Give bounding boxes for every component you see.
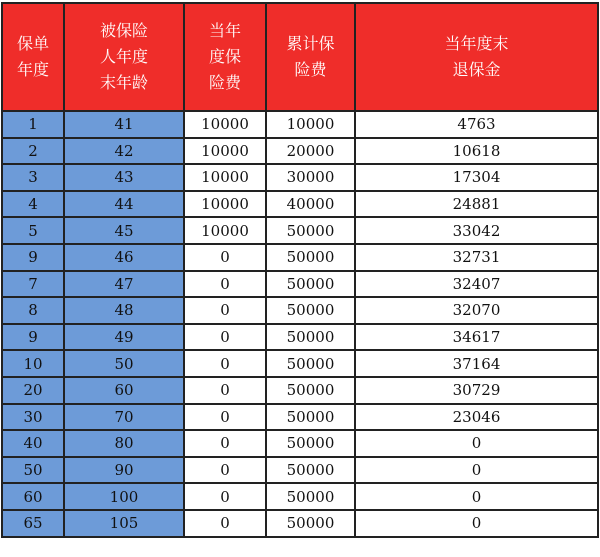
insured-age-cell: 47 <box>64 271 184 298</box>
table-row <box>2 164 598 191</box>
policy-year-cell: 50 <box>2 457 64 484</box>
insured-age-cell: 60 <box>64 377 184 404</box>
table-body <box>2 111 598 537</box>
surrender-value-cell: 37164 <box>355 350 598 377</box>
header-cumulative-premium-label: 累计保 险费 <box>286 34 335 79</box>
annual-premium-cell: 10000 <box>184 217 266 244</box>
surrender-value-cell: 32070 <box>355 297 598 324</box>
policy-year-cell: 65 <box>2 510 64 537</box>
cumulative-premium-cell: 50000 <box>266 297 355 324</box>
annual-premium-cell: 0 <box>184 350 266 377</box>
table-header <box>2 3 598 111</box>
policy-year-cell: 60 <box>2 483 64 510</box>
surrender-value-cell: 32731 <box>355 244 598 271</box>
surrender-value-table-container <box>1 2 597 538</box>
table-row <box>2 244 598 271</box>
table-row <box>2 350 598 377</box>
surrender-value-cell: 10618 <box>355 138 598 165</box>
surrender-value-cell: 34617 <box>355 324 598 351</box>
policy-year-cell: 8 <box>2 297 64 324</box>
annual-premium-cell: 10000 <box>184 138 266 165</box>
insured-age-cell: 48 <box>64 297 184 324</box>
table-row <box>2 510 598 537</box>
table-row <box>2 297 598 324</box>
insured-age-cell: 44 <box>64 191 184 218</box>
annual-premium-cell: 10000 <box>184 164 266 191</box>
policy-year-cell: 10 <box>2 350 64 377</box>
table-row <box>2 404 598 431</box>
insured-age-cell: 70 <box>64 404 184 431</box>
cumulative-premium-cell: 50000 <box>266 217 355 244</box>
surrender-value-cell: 0 <box>355 457 598 484</box>
insured-age-cell: 46 <box>64 244 184 271</box>
policy-year-cell: 20 <box>2 377 64 404</box>
surrender-value-table <box>1 2 599 538</box>
annual-premium-cell: 0 <box>184 510 266 537</box>
surrender-value-cell: 23046 <box>355 404 598 431</box>
cumulative-premium-cell: 50000 <box>266 244 355 271</box>
cumulative-premium-cell: 50000 <box>266 510 355 537</box>
header-annual-premium <box>184 3 266 111</box>
annual-premium-cell: 0 <box>184 404 266 431</box>
surrender-value-cell: 17304 <box>355 164 598 191</box>
annual-premium-cell: 0 <box>184 244 266 271</box>
surrender-value-cell: 0 <box>355 510 598 537</box>
policy-year-cell: 9 <box>2 244 64 271</box>
table-row <box>2 430 598 457</box>
insured-age-cell: 90 <box>64 457 184 484</box>
surrender-value-cell: 0 <box>355 430 598 457</box>
cumulative-premium-cell: 20000 <box>266 138 355 165</box>
annual-premium-cell: 0 <box>184 271 266 298</box>
annual-premium-cell: 0 <box>184 483 266 510</box>
annual-premium-cell: 0 <box>184 457 266 484</box>
insured-age-cell: 45 <box>64 217 184 244</box>
insured-age-cell: 49 <box>64 324 184 351</box>
annual-premium-cell: 10000 <box>184 191 266 218</box>
insured-age-cell: 100 <box>64 483 184 510</box>
table-row <box>2 457 598 484</box>
policy-year-cell: 5 <box>2 217 64 244</box>
header-surrender-value-label: 当年度末 退保金 <box>444 34 509 79</box>
header-insured-age <box>64 3 184 111</box>
insured-age-cell: 105 <box>64 510 184 537</box>
surrender-value-cell: 32407 <box>355 271 598 298</box>
table-row <box>2 217 598 244</box>
header-annual-premium-label: 当年 度保 险费 <box>208 21 241 92</box>
policy-year-cell: 2 <box>2 138 64 165</box>
cumulative-premium-cell: 50000 <box>266 430 355 457</box>
cumulative-premium-cell: 50000 <box>266 483 355 510</box>
table-row <box>2 324 598 351</box>
policy-year-cell: 4 <box>2 191 64 218</box>
cumulative-premium-cell: 50000 <box>266 350 355 377</box>
annual-premium-cell: 10000 <box>184 111 266 138</box>
annual-premium-cell: 0 <box>184 377 266 404</box>
surrender-value-cell: 0 <box>355 483 598 510</box>
insured-age-cell: 43 <box>64 164 184 191</box>
insured-age-cell: 50 <box>64 350 184 377</box>
header-insured-age-label: 被保险 人年度 末年龄 <box>99 21 148 92</box>
table-row <box>2 191 598 218</box>
policy-year-cell: 1 <box>2 111 64 138</box>
surrender-value-cell: 30729 <box>355 377 598 404</box>
header-cumulative-premium <box>266 3 355 111</box>
cumulative-premium-cell: 50000 <box>266 271 355 298</box>
annual-premium-cell: 0 <box>184 297 266 324</box>
surrender-value-cell: 4763 <box>355 111 598 138</box>
table-row <box>2 377 598 404</box>
cumulative-premium-cell: 50000 <box>266 324 355 351</box>
cumulative-premium-cell: 50000 <box>266 404 355 431</box>
surrender-value-cell: 24881 <box>355 191 598 218</box>
cumulative-premium-cell: 40000 <box>266 191 355 218</box>
policy-year-cell: 9 <box>2 324 64 351</box>
table-row <box>2 271 598 298</box>
annual-premium-cell: 0 <box>184 324 266 351</box>
policy-year-cell: 7 <box>2 271 64 298</box>
header-policy-year-label: 保单 年度 <box>16 34 49 79</box>
insured-age-cell: 41 <box>64 111 184 138</box>
policy-year-cell: 3 <box>2 164 64 191</box>
policy-year-cell: 30 <box>2 404 64 431</box>
insured-age-cell: 42 <box>64 138 184 165</box>
policy-year-cell: 40 <box>2 430 64 457</box>
header-row <box>2 3 598 111</box>
cumulative-premium-cell: 50000 <box>266 377 355 404</box>
header-surrender-value <box>355 3 598 111</box>
header-policy-year <box>2 3 64 111</box>
cumulative-premium-cell: 30000 <box>266 164 355 191</box>
cumulative-premium-cell: 50000 <box>266 457 355 484</box>
cumulative-premium-cell: 10000 <box>266 111 355 138</box>
table-row <box>2 483 598 510</box>
surrender-value-cell: 33042 <box>355 217 598 244</box>
table-row <box>2 111 598 138</box>
insured-age-cell: 80 <box>64 430 184 457</box>
table-row <box>2 138 598 165</box>
annual-premium-cell: 0 <box>184 430 266 457</box>
